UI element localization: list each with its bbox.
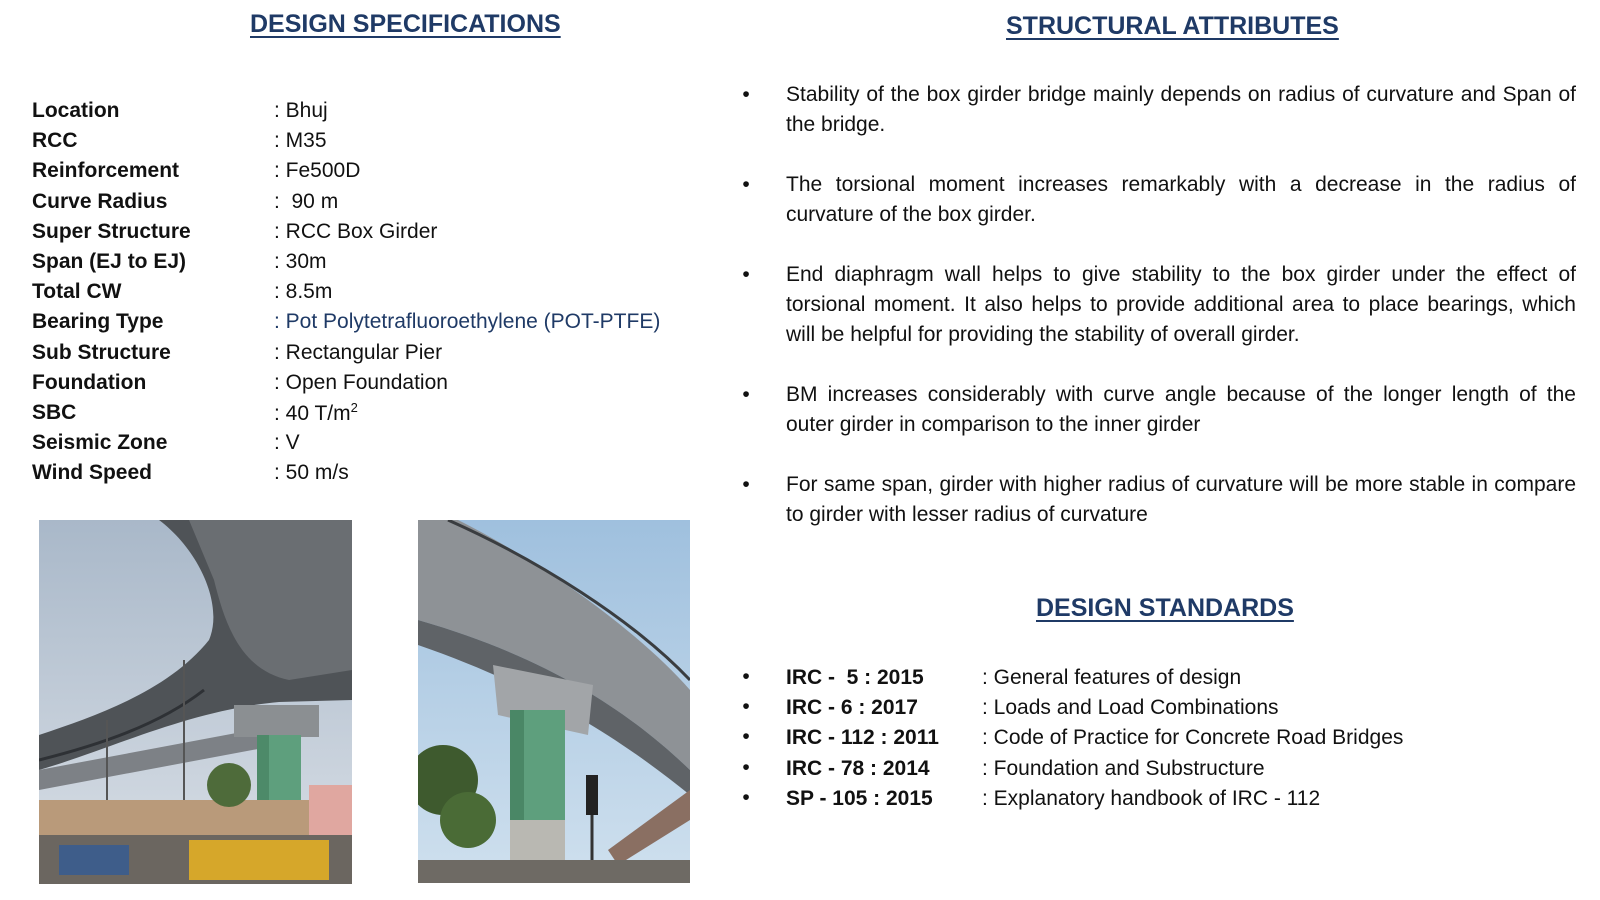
list-item xyxy=(738,80,1576,140)
spec-row xyxy=(32,368,712,398)
list-item xyxy=(738,380,1576,440)
spec-row xyxy=(32,398,712,428)
spec-row xyxy=(32,217,712,247)
attribute-text: For same span, girder with higher radius of curvature will be more stable in compare to girder with lesser radius of curvature xyxy=(786,473,1576,526)
spec-value: : 8.5m xyxy=(274,280,333,304)
spec-label: Sub Structure xyxy=(32,340,171,364)
attribute-text: Stability of the box girder bridge mainly depends on radius of curvature and Span of the bridge. xyxy=(786,83,1576,136)
bullet: • xyxy=(742,725,750,749)
spec-label: Total CW xyxy=(32,280,122,304)
spec-value: : 90 m xyxy=(274,189,339,213)
standard-description: : Code of Practice for Concrete Road Bridges xyxy=(982,726,1404,750)
spec-row xyxy=(32,338,712,368)
standard-code: IRC - 78 : 2014 xyxy=(786,756,930,780)
spec-value xyxy=(274,400,358,426)
spec-label: Reinforcement xyxy=(32,159,180,183)
standard-description: : Loads and Load Combinations xyxy=(982,696,1279,720)
standard-code: SP - 105 : 2015 xyxy=(786,786,933,810)
list-item xyxy=(738,663,1578,693)
bullet: • xyxy=(742,173,750,196)
bridge-photo-pier xyxy=(418,520,690,883)
bridge-photo-underside xyxy=(39,520,352,884)
design-standards-list xyxy=(738,663,1578,814)
bullet: • xyxy=(742,383,750,406)
attribute-text: End diaphragm wall helps to give stability to the box girder under the effect of torsional moment. It also helps to provide additional area to place bearings, which will be helpful for providing the stability of overall girder. xyxy=(786,263,1576,346)
list-item xyxy=(738,260,1576,350)
spec-value: : RCC Box Girder xyxy=(274,219,438,243)
standard-description: : Foundation and Substructure xyxy=(982,756,1265,780)
spec-value: : 50 m/s xyxy=(274,461,349,485)
bullet: • xyxy=(742,695,750,719)
standard-code: IRC - 5 : 2015 xyxy=(786,666,924,690)
structural-attributes-list xyxy=(738,80,1576,560)
spec-value: : Rectangular Pier xyxy=(274,340,443,364)
spec-label: Bearing Type xyxy=(32,310,164,334)
spec-value: : V xyxy=(274,431,300,455)
spec-label: Foundation xyxy=(32,370,147,394)
bullet: • xyxy=(742,785,750,809)
spec-label: Wind Speed xyxy=(32,461,152,485)
standard-description: : General features of design xyxy=(982,666,1242,690)
attribute-text: The torsional moment increases remarkably with a decrease in the radius of curvature of the box girder. xyxy=(786,173,1576,226)
spec-row xyxy=(32,126,712,156)
spec-row xyxy=(32,156,712,186)
standard-code: IRC - 6 : 2017 xyxy=(786,696,918,720)
spec-row xyxy=(32,96,712,126)
standard-description: : Explanatory handbook of IRC - 112 xyxy=(982,786,1321,810)
bullet: • xyxy=(742,665,750,688)
spec-row xyxy=(32,307,712,337)
spec-label: Curve Radius xyxy=(32,189,168,213)
structural-attributes-heading: STRUCTURAL ATTRIBUTES xyxy=(1006,12,1339,40)
standard-code: IRC - 112 : 2011 xyxy=(786,726,939,750)
list-item xyxy=(738,470,1576,530)
list-item xyxy=(738,723,1578,753)
spec-label: Seismic Zone xyxy=(32,431,168,455)
specifications-list xyxy=(32,96,712,488)
list-item xyxy=(738,754,1578,784)
spec-value: : Bhuj xyxy=(274,99,328,123)
spec-value: : Fe500D xyxy=(274,159,361,183)
spec-row xyxy=(32,428,712,458)
spec-label: SBC xyxy=(32,400,77,424)
spec-value: : Open Foundation xyxy=(274,370,448,394)
bullet: • xyxy=(742,263,750,286)
bullet: • xyxy=(742,473,750,496)
spec-value: : 30m xyxy=(274,250,327,274)
spec-label: Location xyxy=(32,99,120,123)
attribute-text: BM increases considerably with curve angle because of the longer length of the outer girder in comparison to the inner girder xyxy=(786,383,1576,436)
spec-row xyxy=(32,458,712,488)
spec-value: : Pot Polytetrafluoroethylene (POT-PTFE) xyxy=(274,310,661,334)
spec-label: Span (EJ to EJ) xyxy=(32,250,187,274)
spec-value: : M35 xyxy=(274,129,327,153)
bullet: • xyxy=(742,755,750,779)
sbc-value-text: : 40 T/m xyxy=(274,401,351,425)
list-item xyxy=(738,170,1576,230)
design-standards-heading: DESIGN STANDARDS xyxy=(1036,594,1294,622)
bullet: • xyxy=(742,83,750,106)
list-item xyxy=(738,784,1578,814)
spec-row xyxy=(32,187,712,217)
spec-label: RCC xyxy=(32,129,78,153)
design-specifications-heading: DESIGN SPECIFICATIONS xyxy=(250,10,561,38)
list-item xyxy=(738,693,1578,723)
sbc-superscript: 2 xyxy=(350,399,358,415)
spec-row xyxy=(32,247,712,277)
spec-row xyxy=(32,277,712,307)
spec-label: Super Structure xyxy=(32,219,191,243)
